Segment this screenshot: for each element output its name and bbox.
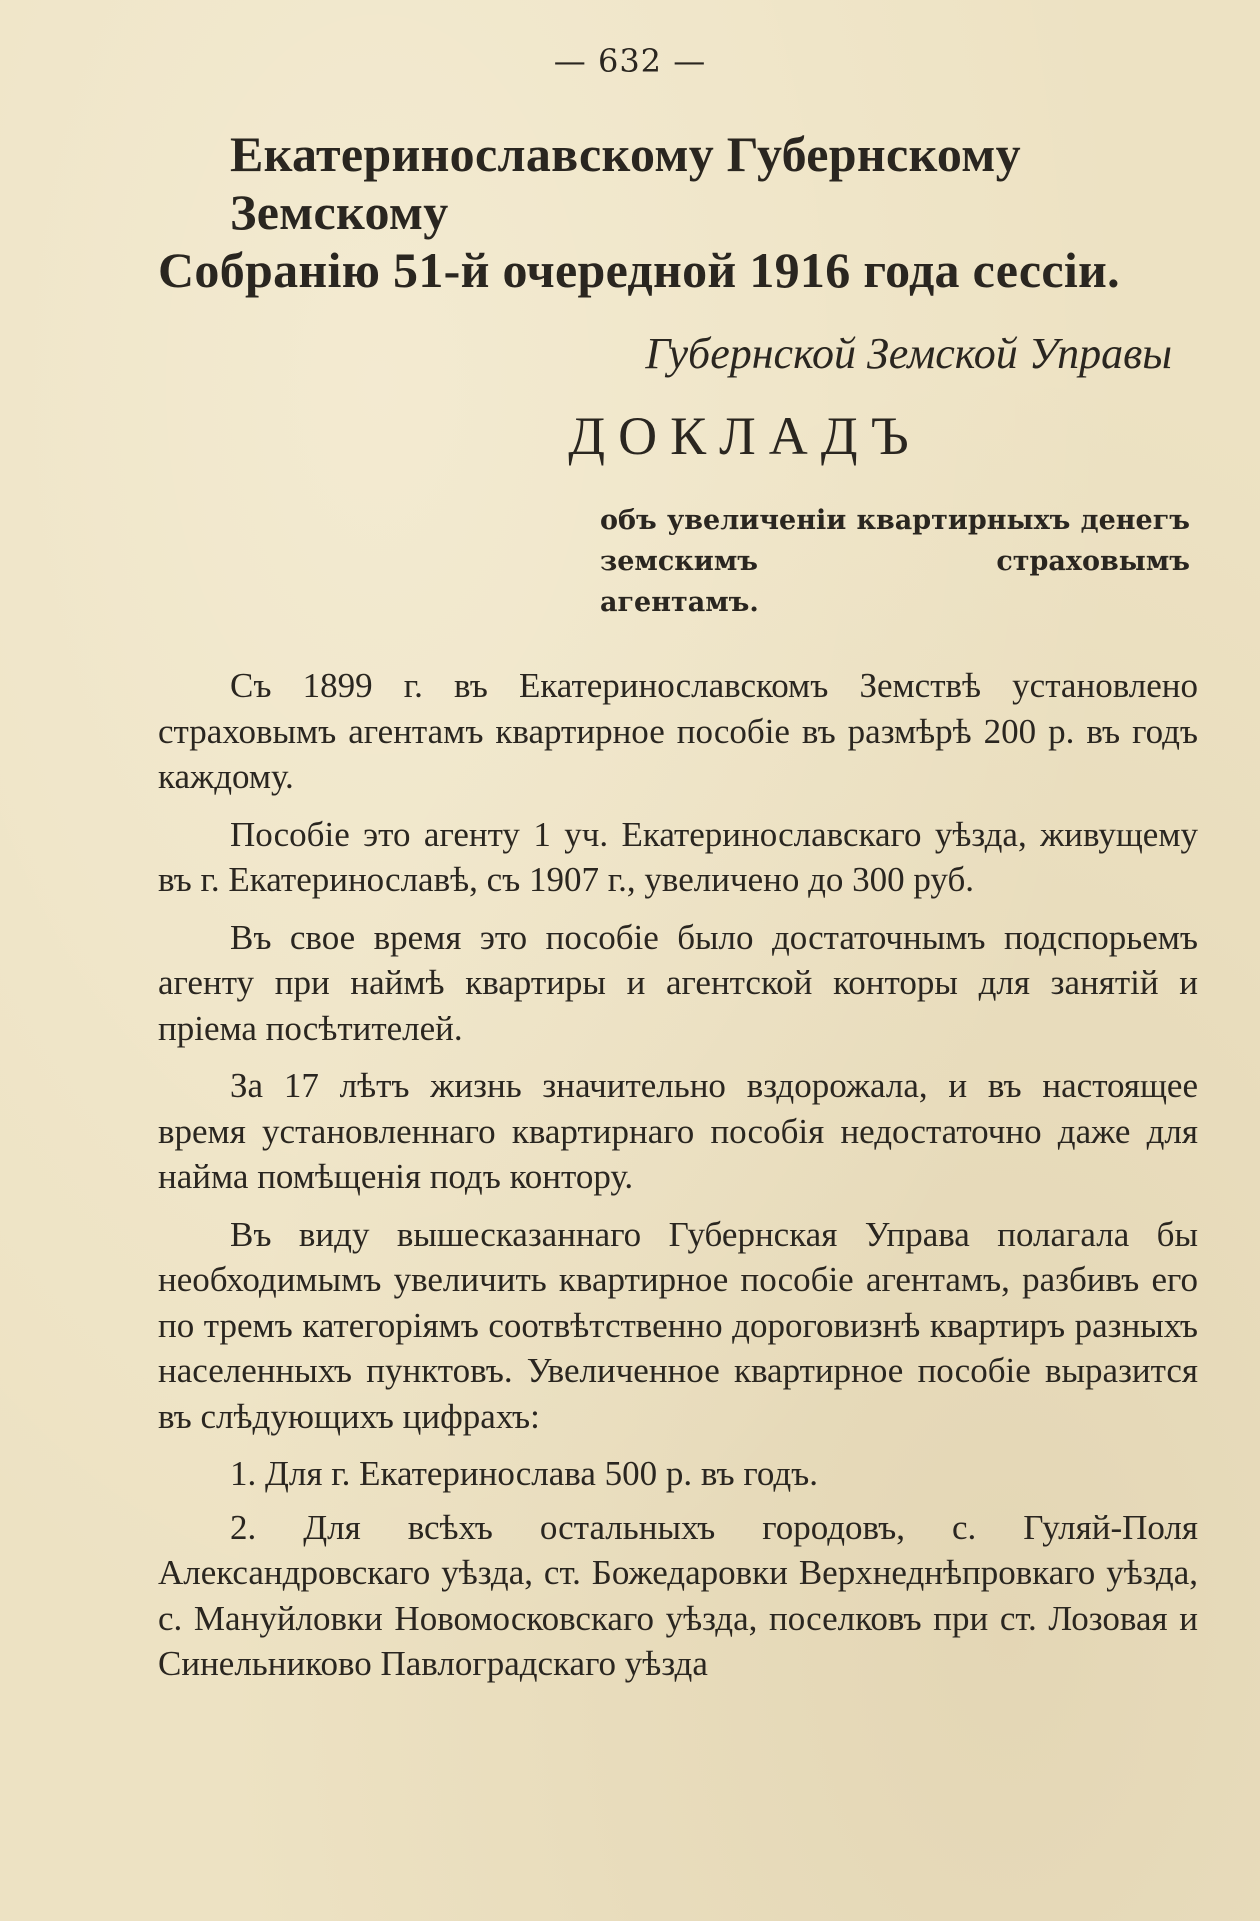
assembly-heading (158, 125, 1193, 299)
report-subject (600, 500, 1190, 623)
list-item: 1. Для г. Екатеринослава 500 р. въ годъ. (230, 1454, 819, 1493)
assembly-heading-line2: Собранію 51-й очередной 1916 года сессіи. (158, 242, 1120, 298)
authority-line: Губернской Земской Управы (645, 329, 1172, 378)
document-title: ДОКЛАДЪ (568, 406, 922, 466)
report-subject-line1: объ увеличеніи квартирныхъ денегъ земскимъ страховымъ (600, 505, 1190, 577)
report-subject-line2: агентамъ. (600, 587, 759, 618)
body-paragraph: За 17 лѣтъ жизнь значительно вздорожала, и въ настоящее время установленнаго квартирнаго пособія недостаточно даже для найма помѣщенія подъ контору. (158, 1066, 1198, 1196)
body-paragraph: Пособіе это агенту 1 уч. Екатеринославскаго уѣзда, живущему въ г. Екатеринославѣ, съ 1907 г., увеличено до 300 руб. (158, 814, 1198, 899)
page-number: — 632 — (553, 42, 707, 80)
assembly-heading-line1: Екатеринославскому Губернскому Земскому (230, 126, 1021, 240)
body-paragraph: Съ 1899 г. въ Екатеринославскомъ Земствѣ установлено страховымъ агентамъ квартирное пособіе въ размѣрѣ 200 р. въ годъ каждому. (158, 666, 1198, 796)
list-item: 2. Для всѣхъ остальныхъ городовъ, с. Гуляй-Поля Александровскаго уѣзда, ст. Божедаровки Верхнеднѣпровкаго уѣзда, с. Мануйловки Новомосковскаго уѣзда, поселковъ при ст. Лозовая и Синельниково Павлоградскаго уѣзда (158, 1507, 1198, 1683)
body-paragraph: Въ виду вышесказаннаго Губернская Управа полагала бы необходимымъ увеличить квартирное пособіе агентамъ, разбивъ его по тремъ категоріямъ соотвѣтственно дороговизнѣ квартиръ разныхъ населенныхъ пунктовъ. Увеличенное квартирное пособіе выразится въ слѣдующихъ цифрахъ: (158, 1214, 1198, 1436)
body-paragraph: Въ свое время это пособіе было достаточнымъ подспорьемъ агенту при наймѣ квартиры и агентской конторы для занятій и пріема посѣтителей. (158, 917, 1198, 1048)
report-body (158, 663, 1198, 1695)
